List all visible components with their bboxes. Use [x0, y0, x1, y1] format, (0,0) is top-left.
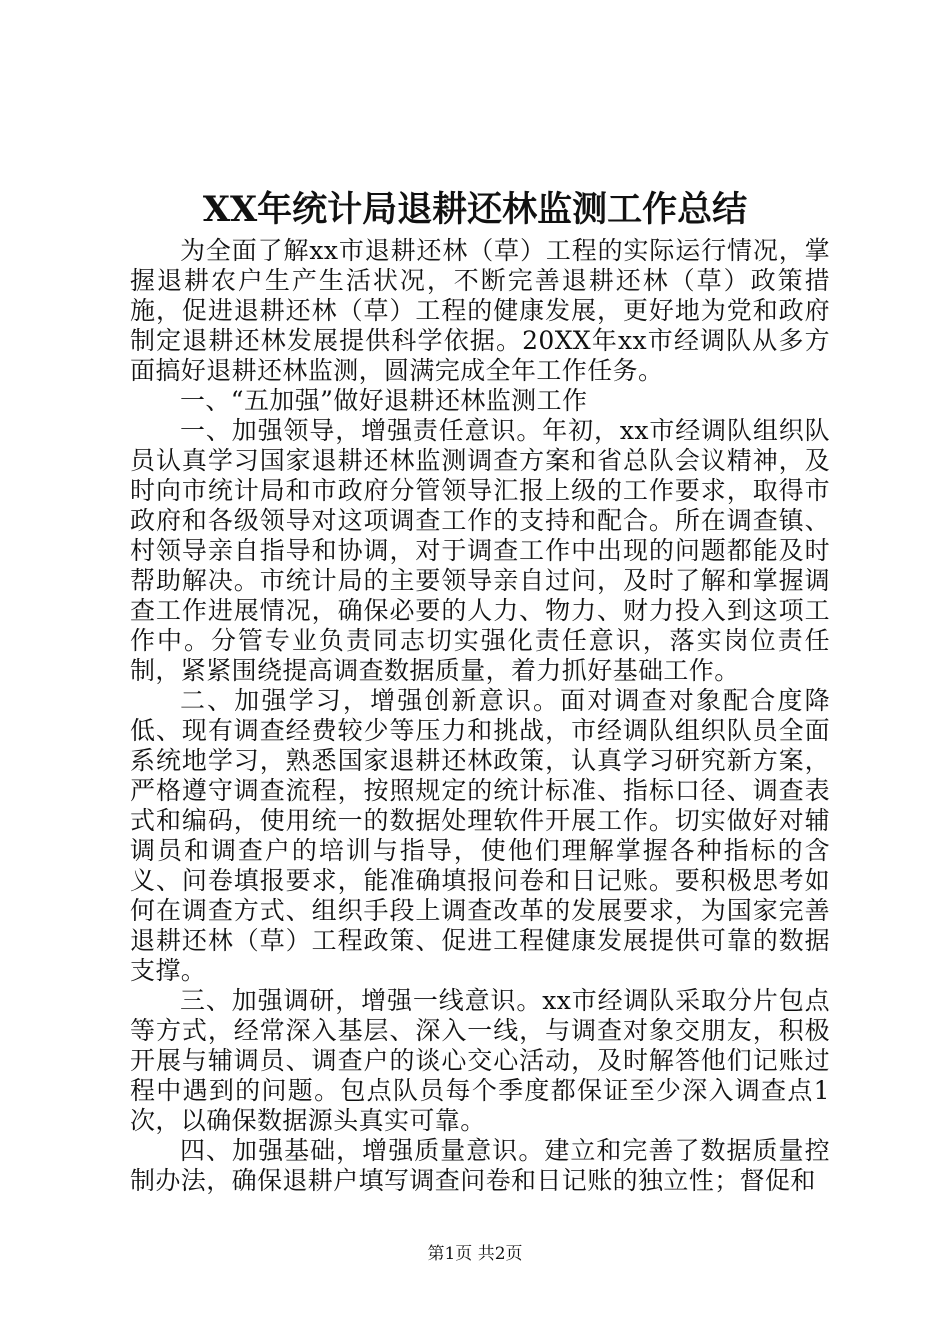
document-title: XX年统计局退耕还林监测工作总结	[202, 189, 748, 230]
section-heading: 一、“五加强”做好退耕还林监测工作	[180, 386, 588, 415]
paragraph-learning: 二、加强学习，增强创新意识。面对调查对象配合度降低、现有调查经费较少等压力和挑战，市经调队组织队员全面系统地学习，熟悉国家退耕还林政策，认真学习研究新方案，严格遵守调查流程，按照规定的统计标准、指标口径、调查表式和编码，使用统一的数据处理软件开展工作。切实做好对辅调员和调查户的培训与指导，使他们理解掌握各种指标的含义、问卷填报要求，能准确填报问卷和日记账。要积极思考如何在调查方式、组织手段上调查改革的发展要求，为国家完善退耕还林（草）工程政策、促进工程健康发展提供可靠的数据支撑。	[130, 686, 830, 985]
document-body	[130, 236, 830, 1196]
paragraph-leadership: 一、加强领导，增强责任意识。年初，xx市经调队组织队员认真学习国家退耕还林监测调查方案和省总队会议精神，及时向市统计局和市政府分管领导汇报上级的工作要求，取得市政府和各级领导对这项调查工作的支持和配合。所在调查镇、村领导亲自指导和协调，对于调查工作中出现的问题都能及时帮助解决。市统计局的主要领导亲自过问，及时了解和掌握调查工作进展情况，确保必要的人力、物力、财力投入到这项工作中。分管专业负责同志切实强化责任意识，落实岗位责任制，紧紧围绕提高调查数据质量，着力抓好基础工作。	[130, 416, 830, 685]
page-number-footer: 第1页 共2页	[427, 1244, 523, 1264]
paragraph-intro: 为全面了解xx市退耕还林（草）工程的实际运行情况，掌握退耕农户生产生活状况，不断完善退耕还林（草）政策措施，促进退耕还林（草）工程的健康发展，更好地为党和政府制定退耕还林发展提供科学依据。20XX年xx市经调队从多方面搞好退耕还林监测，圆满完成全年工作任务。	[130, 236, 830, 385]
paragraph-foundation: 四、加强基础，增强质量意识。建立和完善了数据质量控制办法，确保退耕户填写调查问卷和日记账的独立性；督促和	[130, 1136, 830, 1195]
paragraph-research: 三、加强调研，增强一线意识。xx市经调队采取分片包点等方式，经常深入基层、深入一线，与调查对象交朋友，积极开展与辅调员、调查户的谈心交心活动，及时解答他们记账过程中遇到的问题。包点队员每个季度都保证至少深入调查点1次，以确保数据源头真实可靠。	[130, 986, 830, 1135]
